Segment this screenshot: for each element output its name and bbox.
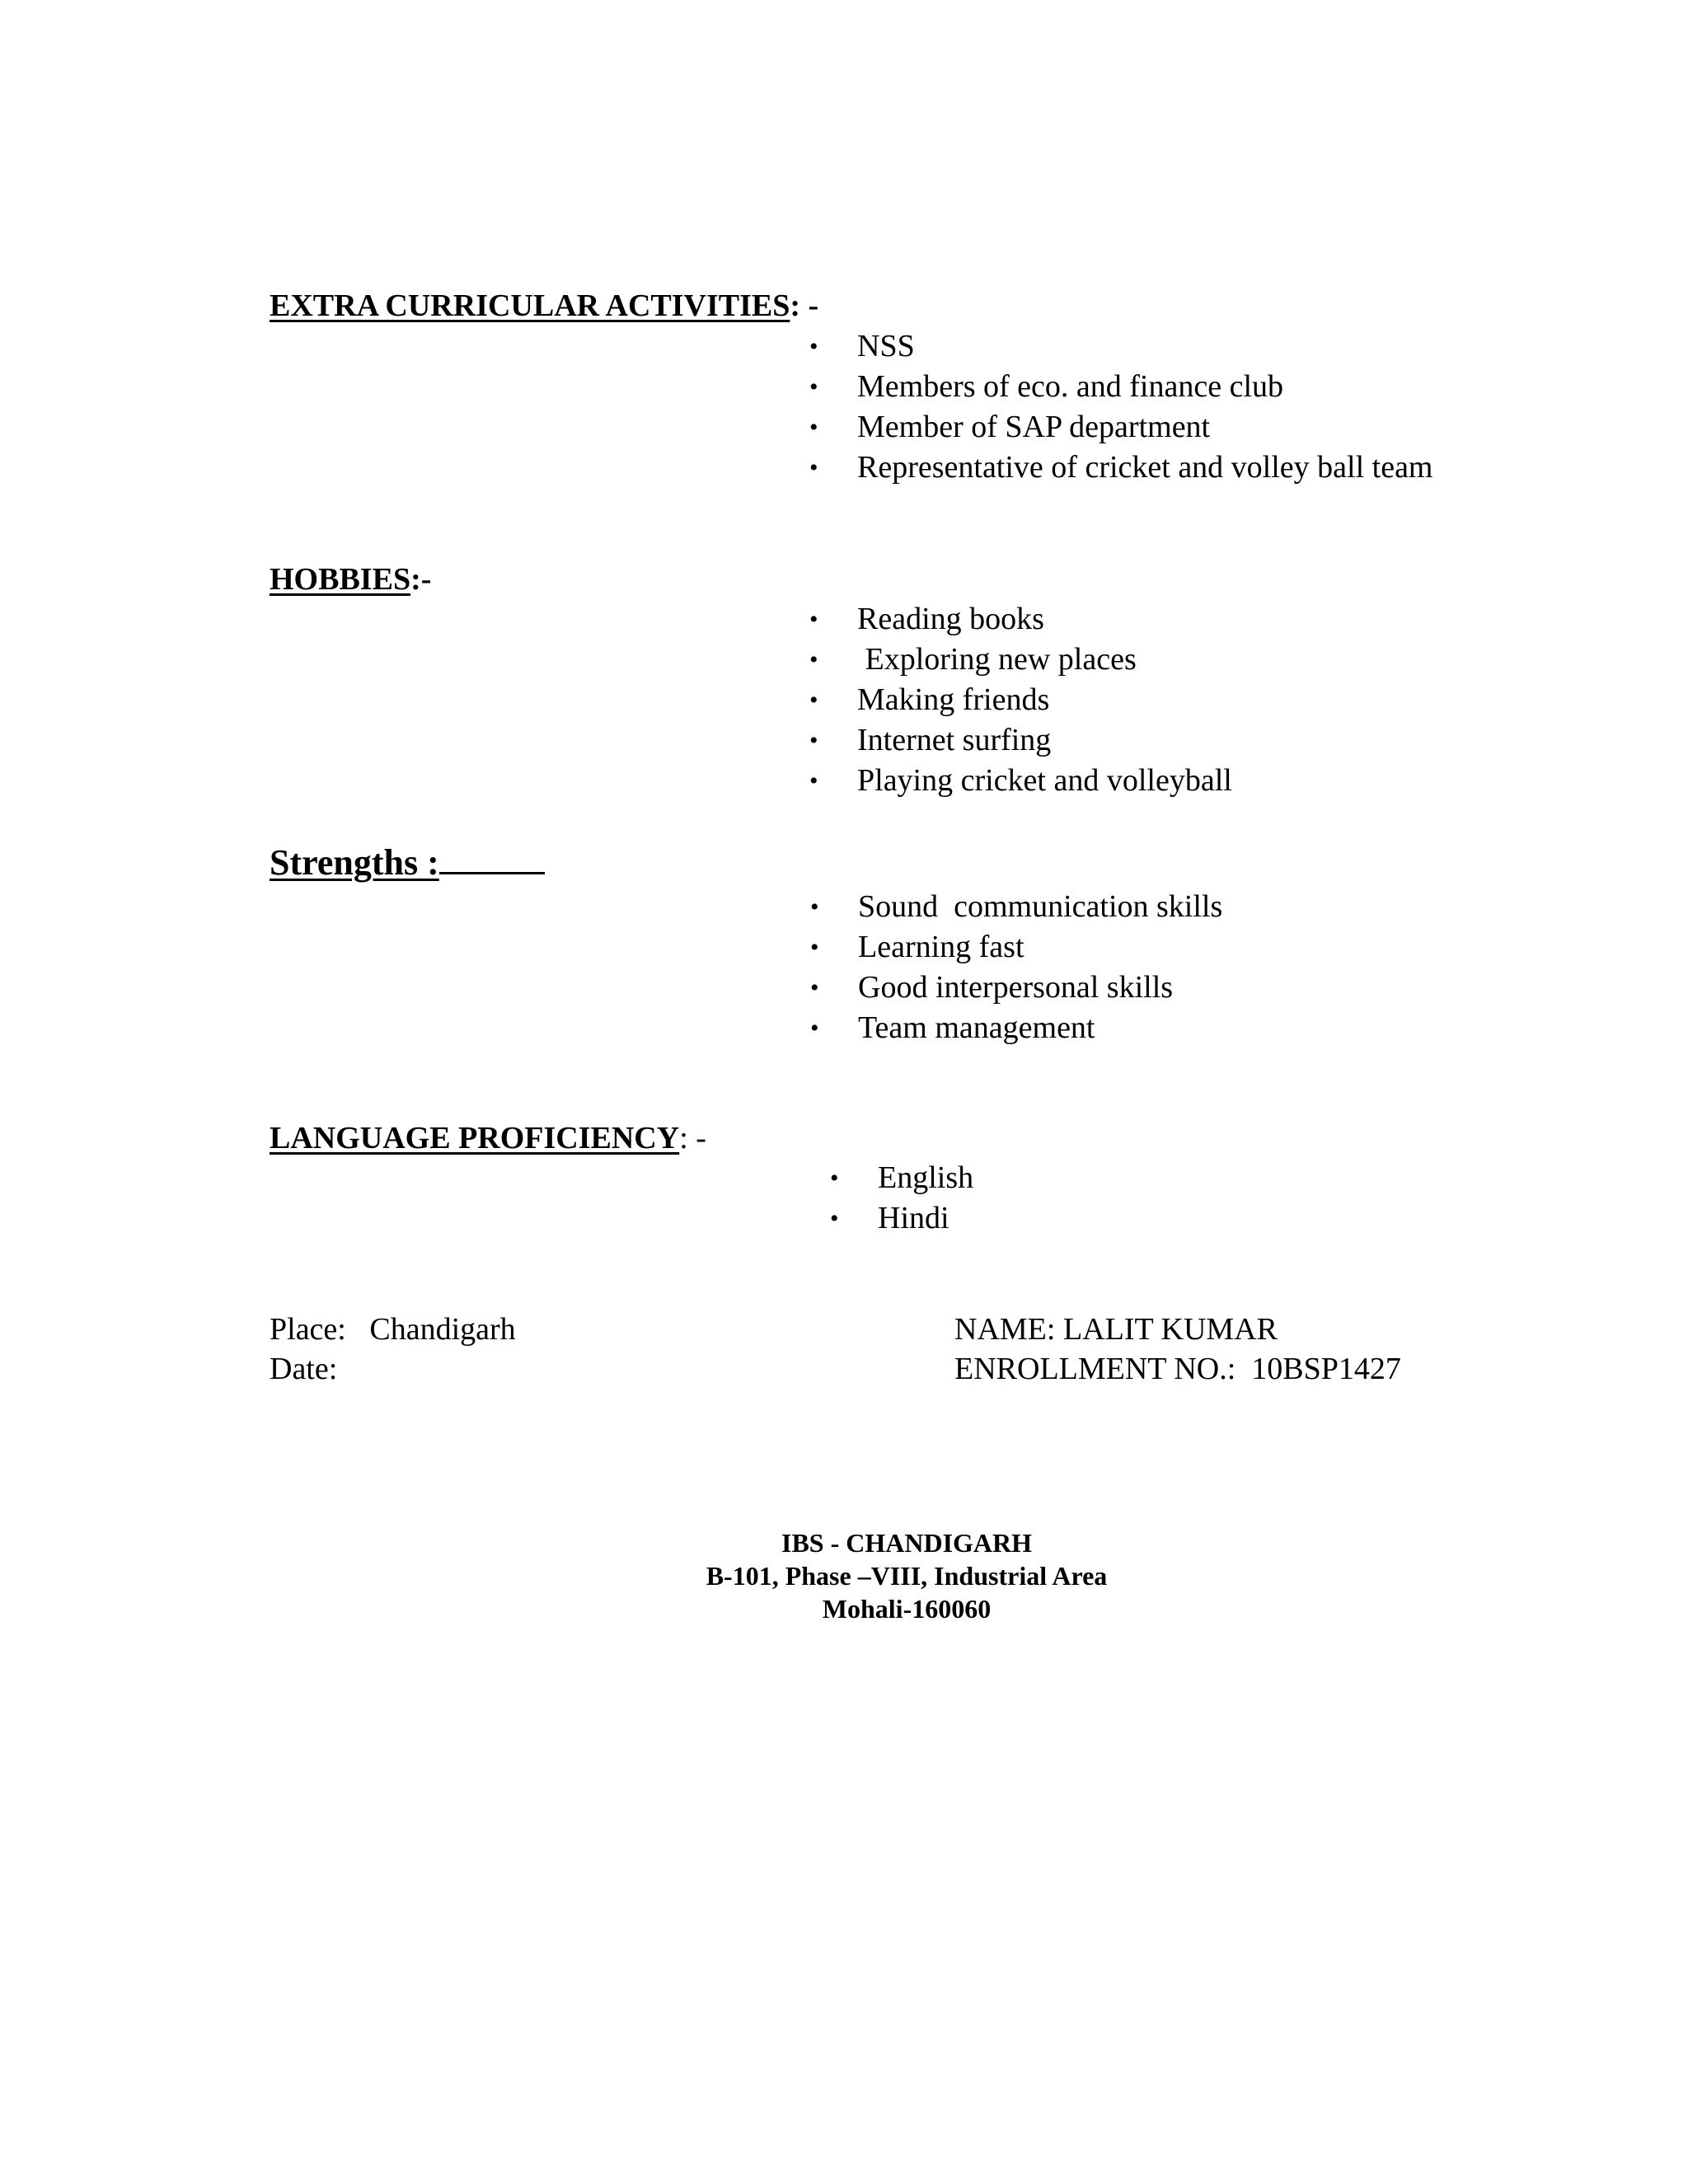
language-heading-suffix: : - [679,1121,706,1155]
bullet-icon: • [830,1205,839,1232]
footer-city-line: Mohali-160060 [822,1594,992,1624]
list-item-text: Members of eco. and finance club [857,369,1284,404]
hobbies-heading-suffix: :- [410,562,432,597]
place-line [270,1310,516,1349]
list-item [809,326,1433,367]
bullet-icon: • [809,333,818,360]
enrollment-line [954,1349,1401,1389]
extra-curricular-heading-suffix: : - [790,288,819,323]
strengths-heading-text: Strengths : [270,842,439,883]
list-item-text: Internet surfing [857,723,1052,757]
language-heading-text: LANGUAGE PROFICIENCY [270,1121,680,1155]
bullet-icon: • [810,934,819,961]
list-item [810,927,1222,968]
hobbies-heading [270,560,431,599]
list-item [809,720,1232,761]
list-item-text: Hindi [878,1201,950,1235]
extra-curricular-heading-text: EXTRA CURRICULAR ACTIVITIES [270,288,790,323]
list-item-text: Representative of cricket and volley ball team [857,450,1433,485]
enrollment-value: 10BSP1427 [1251,1352,1401,1386]
footer-address [0,1526,1688,1625]
bullet-icon: • [810,1015,819,1042]
list-item [809,640,1232,680]
enrollment-label: ENROLLMENT NO.: [954,1352,1236,1386]
bullet-icon: • [809,454,818,481]
list-item-text: Learning fast [858,930,1025,964]
name-label: NAME: [954,1312,1056,1347]
extra-curricular-heading [270,286,818,326]
footer-institute-name: IBS - CHANDIGARH [781,1528,1033,1558]
bullet-icon: • [830,1165,839,1192]
list-item [809,367,1433,407]
date-label: Date: [270,1352,338,1386]
list-item-text: Good interpersonal skills [858,970,1174,1005]
list-item [809,448,1433,488]
strengths-underline-blank [439,841,545,874]
list-item-text: English [878,1160,974,1195]
hobbies-list [809,599,1232,801]
list-item-text: Team management [858,1010,1095,1045]
list-item [809,599,1232,640]
list-item-text: Member of SAP department [857,410,1211,444]
list-item-text: Playing cricket and volleyball [857,763,1232,798]
strengths-heading [270,841,545,885]
name-line [954,1310,1278,1349]
bullet-icon: • [809,373,818,401]
place-value: Chandigarh [369,1312,516,1347]
list-item [809,680,1232,720]
footer-address-line: B-101, Phase –VIII, Industrial Area [706,1561,1108,1591]
language-heading [270,1118,706,1158]
bullet-icon: • [809,687,818,714]
list-item [830,1198,973,1239]
date-line [270,1349,337,1389]
list-item [810,968,1222,1008]
bullet-icon: • [810,893,819,921]
list-item-text: Exploring new places [857,642,1137,677]
language-list [830,1158,974,1239]
bullet-icon: • [809,646,818,673]
list-item [810,887,1223,927]
name-value: LALIT KUMAR [1062,1312,1278,1347]
list-item [809,761,1232,801]
bullet-icon: • [809,767,818,794]
list-item-text: NSS [857,329,915,363]
bullet-icon: • [810,974,819,1001]
bullet-icon: • [809,606,818,633]
list-item-text: Making friends [857,682,1050,717]
bullet-icon: • [809,414,818,441]
strengths-list [810,887,1223,1048]
bullet-icon: • [809,727,818,754]
list-item [809,407,1433,448]
list-item [810,1008,1222,1048]
extra-curricular-list [809,326,1433,488]
hobbies-heading-text: HOBBIES [270,562,411,597]
list-item [830,1158,974,1198]
place-label: Place: [270,1312,346,1347]
list-item-text: Sound communication skills [858,889,1223,924]
list-item-text: Reading books [857,602,1044,636]
